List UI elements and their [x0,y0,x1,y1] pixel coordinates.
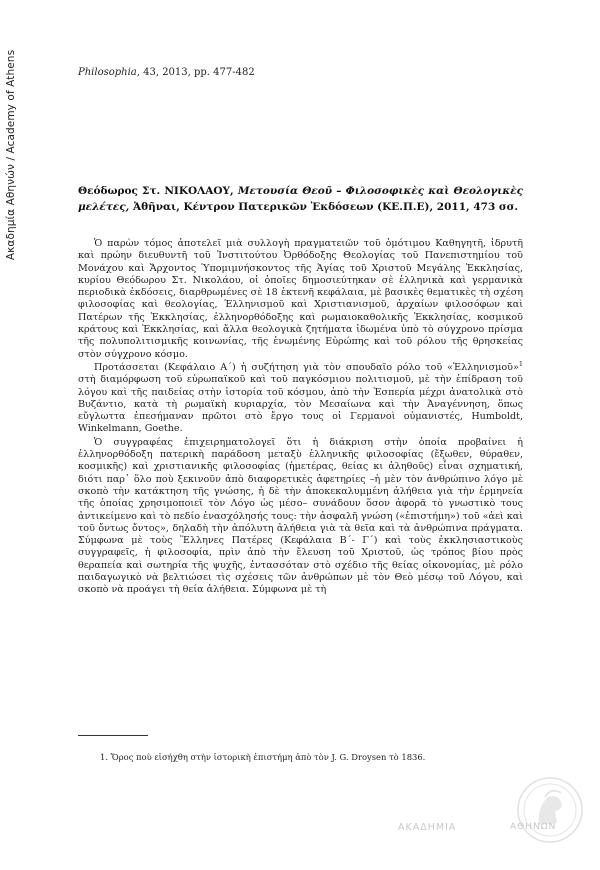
footnote-divider [78,735,148,736]
body-text [78,238,523,598]
paragraph-2-start: Προτάσσεται (Κεφάλαιο Α΄) ἡ συζήτηση γιὰ τὸν σπουδαῖο ρόλο τοῦ «Ἑλληνισμοῦ» [94,361,519,373]
review-header [78,183,523,215]
watermark-academy: ΑΚΑΔΗΜΙΑ [398,822,457,833]
paragraph-3: Ὁ συγγραφέας ἐπιχειρηματολογεῖ ὅτι ἡ διάκριση στὴν ὁποία προβαίνει ἡ ἑλληνορθόδοξη πατερικὴ παράδοση μεταξὺ ἑλληνικῆς φιλοσοφίας (ἔξωθεν, θύραθεν, κοσμικῆς) καὶ χριστιανικῆς φιλοσοφίας (ἡμετέρας, θείας κι ἀληθοῦς) εἶναι σχηματική, διότι παρ᾽ ὅλο ποὺ ξεκινοῦν ἀπὸ διαφορετικὲς ἀφετηρίες –ἡ μὲν τὸν ἀνθρώπινο λόγο μὲ σκοπὸ τὴν κατάκτηση τῆς γνώσης, ἡ δὲ τὴν ἀποκεκαλυμμένη ἀλήθεια γιὰ τὴν ἑρμηνεία τῆς ὁποίας χρησιμοποιεῖ τὸν Λόγο ὡς μέσο– συνάδουν ὅσον ἀφορᾶ τὸ γνωστικὸ τους ἀντικείμενο καὶ τὸ πεδίο ἐνασχόλησής τους: τὴν ἀσφαλῆ γνώση («ἐπιστήμη») τοῦ «ἀεὶ καὶ τοῦ ὄντως ὄντος», δηλαδὴ τὴν ἀπόλυτη ἀλήθεια γιὰ τὰ θεῖα καὶ τὰ ἀνθρώπινα πράγματα. Σύμφωνα μὲ τοὺς Ἕλληνες Πατέρες (Κεφάλαια Β΄- Γ΄) καὶ τοὺς ἐκκλησιαστικοὺς συγγραφεῖς, ἡ φιλοσοφία, πρὶν ἀπὸ τὴν ἔλευση τοῦ Χριστοῦ, ὡς τρόπος βίου πρὸς θεραπεία καὶ σωτηρία τῆς ψυχῆς, ἐντασσόταν στὸ σχέδιο τῆς θείας οἰκονομίας, μὲ ρόλο παιδαγωγικὸ νὰ βελτιώσει τὶς σχέσεις τῶν ἀνθρώπων μὲ τὸν Θεὸ μέσῳ τοῦ Λόγου, καὶ σκοπὸ νὰ προάγει τὴ θεία ἀλήθεια. Σύμφωνα μὲ τὴ [78,436,523,596]
review-title: Μετουσία Θεοῦ – Φιλοσοφικὲς καὶ Θεολογικὲς μελέτες, [78,185,523,213]
review-author: Θεόδωρος Στ. ΝΙΚΟΛΑΟΥ, [78,185,234,197]
side-watermark [4,40,18,270]
watermark-athens: ΑΘΗΝΩΝ [510,822,557,832]
review-publication: Ἀθῆναι, Κέντρον Πατερικῶν Ἐκδόσεων (ΚΕ.Π.Ε), 2011, 473 σσ. [132,201,519,213]
side-watermark-text: Ακαδημία Αθηνών / Academy of Athens [5,49,18,261]
journal-volume-pages: , 43, 2013, pp. 477-482 [136,67,255,78]
paragraph-2 [78,359,523,436]
paragraph-2-end: στὴ διαμόρφωση τοῦ εὐρωπαϊκοῦ καὶ τοῦ παγκόσμιου πολιτισμοῦ, μὲ τὴν ἐπίδραση τοῦ λόγου καὶ τῆς παιδείας στὴν ἱστορία τοῦ κόσμου, ἀπὸ τὴν Ἑσπερία μέχρι ἀνατολικὰ στὸ Βυζάντιο, κατὰ τὴ ρωμαϊκὴ κυριαρχία, τὸν Μεσαίωνα καὶ τὴν Ἀναγέννηση, ὅπως εὔγλωττα ἐπεσήμαναν πρῶτοι στὸ ἔργο τους οἱ Γερμανοὶ οὐμανιστές, Humboldt, Winkelmann, Goethe. [78,374,523,435]
footnote-marker: 1 [518,359,523,368]
journal-citation [78,67,255,78]
academy-seal-icon [515,775,585,845]
footnote: 1. Ὅρος ποὺ εἰσήχθη στὴν ἱστορικὴ ἐπιστήμη ἀπὸ τὸν J. G. Droysen τὸ 1836. [100,752,426,762]
paragraph-1: Ὁ παρὼν τόμος ἀποτελεῖ μιὰ συλλογὴ πραγματειῶν τοῦ ὁμότιμου Καθηγητῆ, ἱδρυτῆ καὶ πρώην διευθυντῆ τοῦ Ἰνστιτούτου Ὀρθόδοξης Θεολογίας τοῦ Πανεπιστημίου τοῦ Μονάχου καὶ Ἄρχοντος Ὑπομιμνήσκοντος τῆς Ἁγίας τοῦ Χριστοῦ Μεγάλης Ἐκκλησίας, κυρίου Θεόδωρου Στ. Νικολάου, οἱ ὁποῖες δημοσιεύτηκαν σὲ ἑλληνικὰ καὶ γερμανικὰ περιοδικὰ ἐκδόσεις, διαρθρωμένες σὲ 18 ἐκτενῆ κεφάλαια, μὲ βασικὲς θεματικὲς τὴ σχέση φιλοσοφίας καὶ θεολογίας, Ἑλληνισμοῦ καὶ Χριστιανισμοῦ, ἀρχαίων φιλοσόφων καὶ Πατέρων τῆς Ἐκκλησίας, ἑλληνορθόδοξης καὶ ρωμαιοκαθολικῆς Ἐκκλησίας, κοσμικοῦ κράτους καὶ Ἐκκλησίας, καὶ ἄλλα θεολογικὰ ζητήματα ἰδωμένα ὑπὸ τὸ σύγχρονο πρίσμα τῆς πολυπολιτισμικῆς κοινωνίας, τῆς ἑνωμένης Εὐρώπης καὶ τοῦ ρόλου τῆς θρησκείας στὸν σύγχρονο κόσμο. [78,238,523,360]
journal-name: Philosophia [78,67,137,78]
